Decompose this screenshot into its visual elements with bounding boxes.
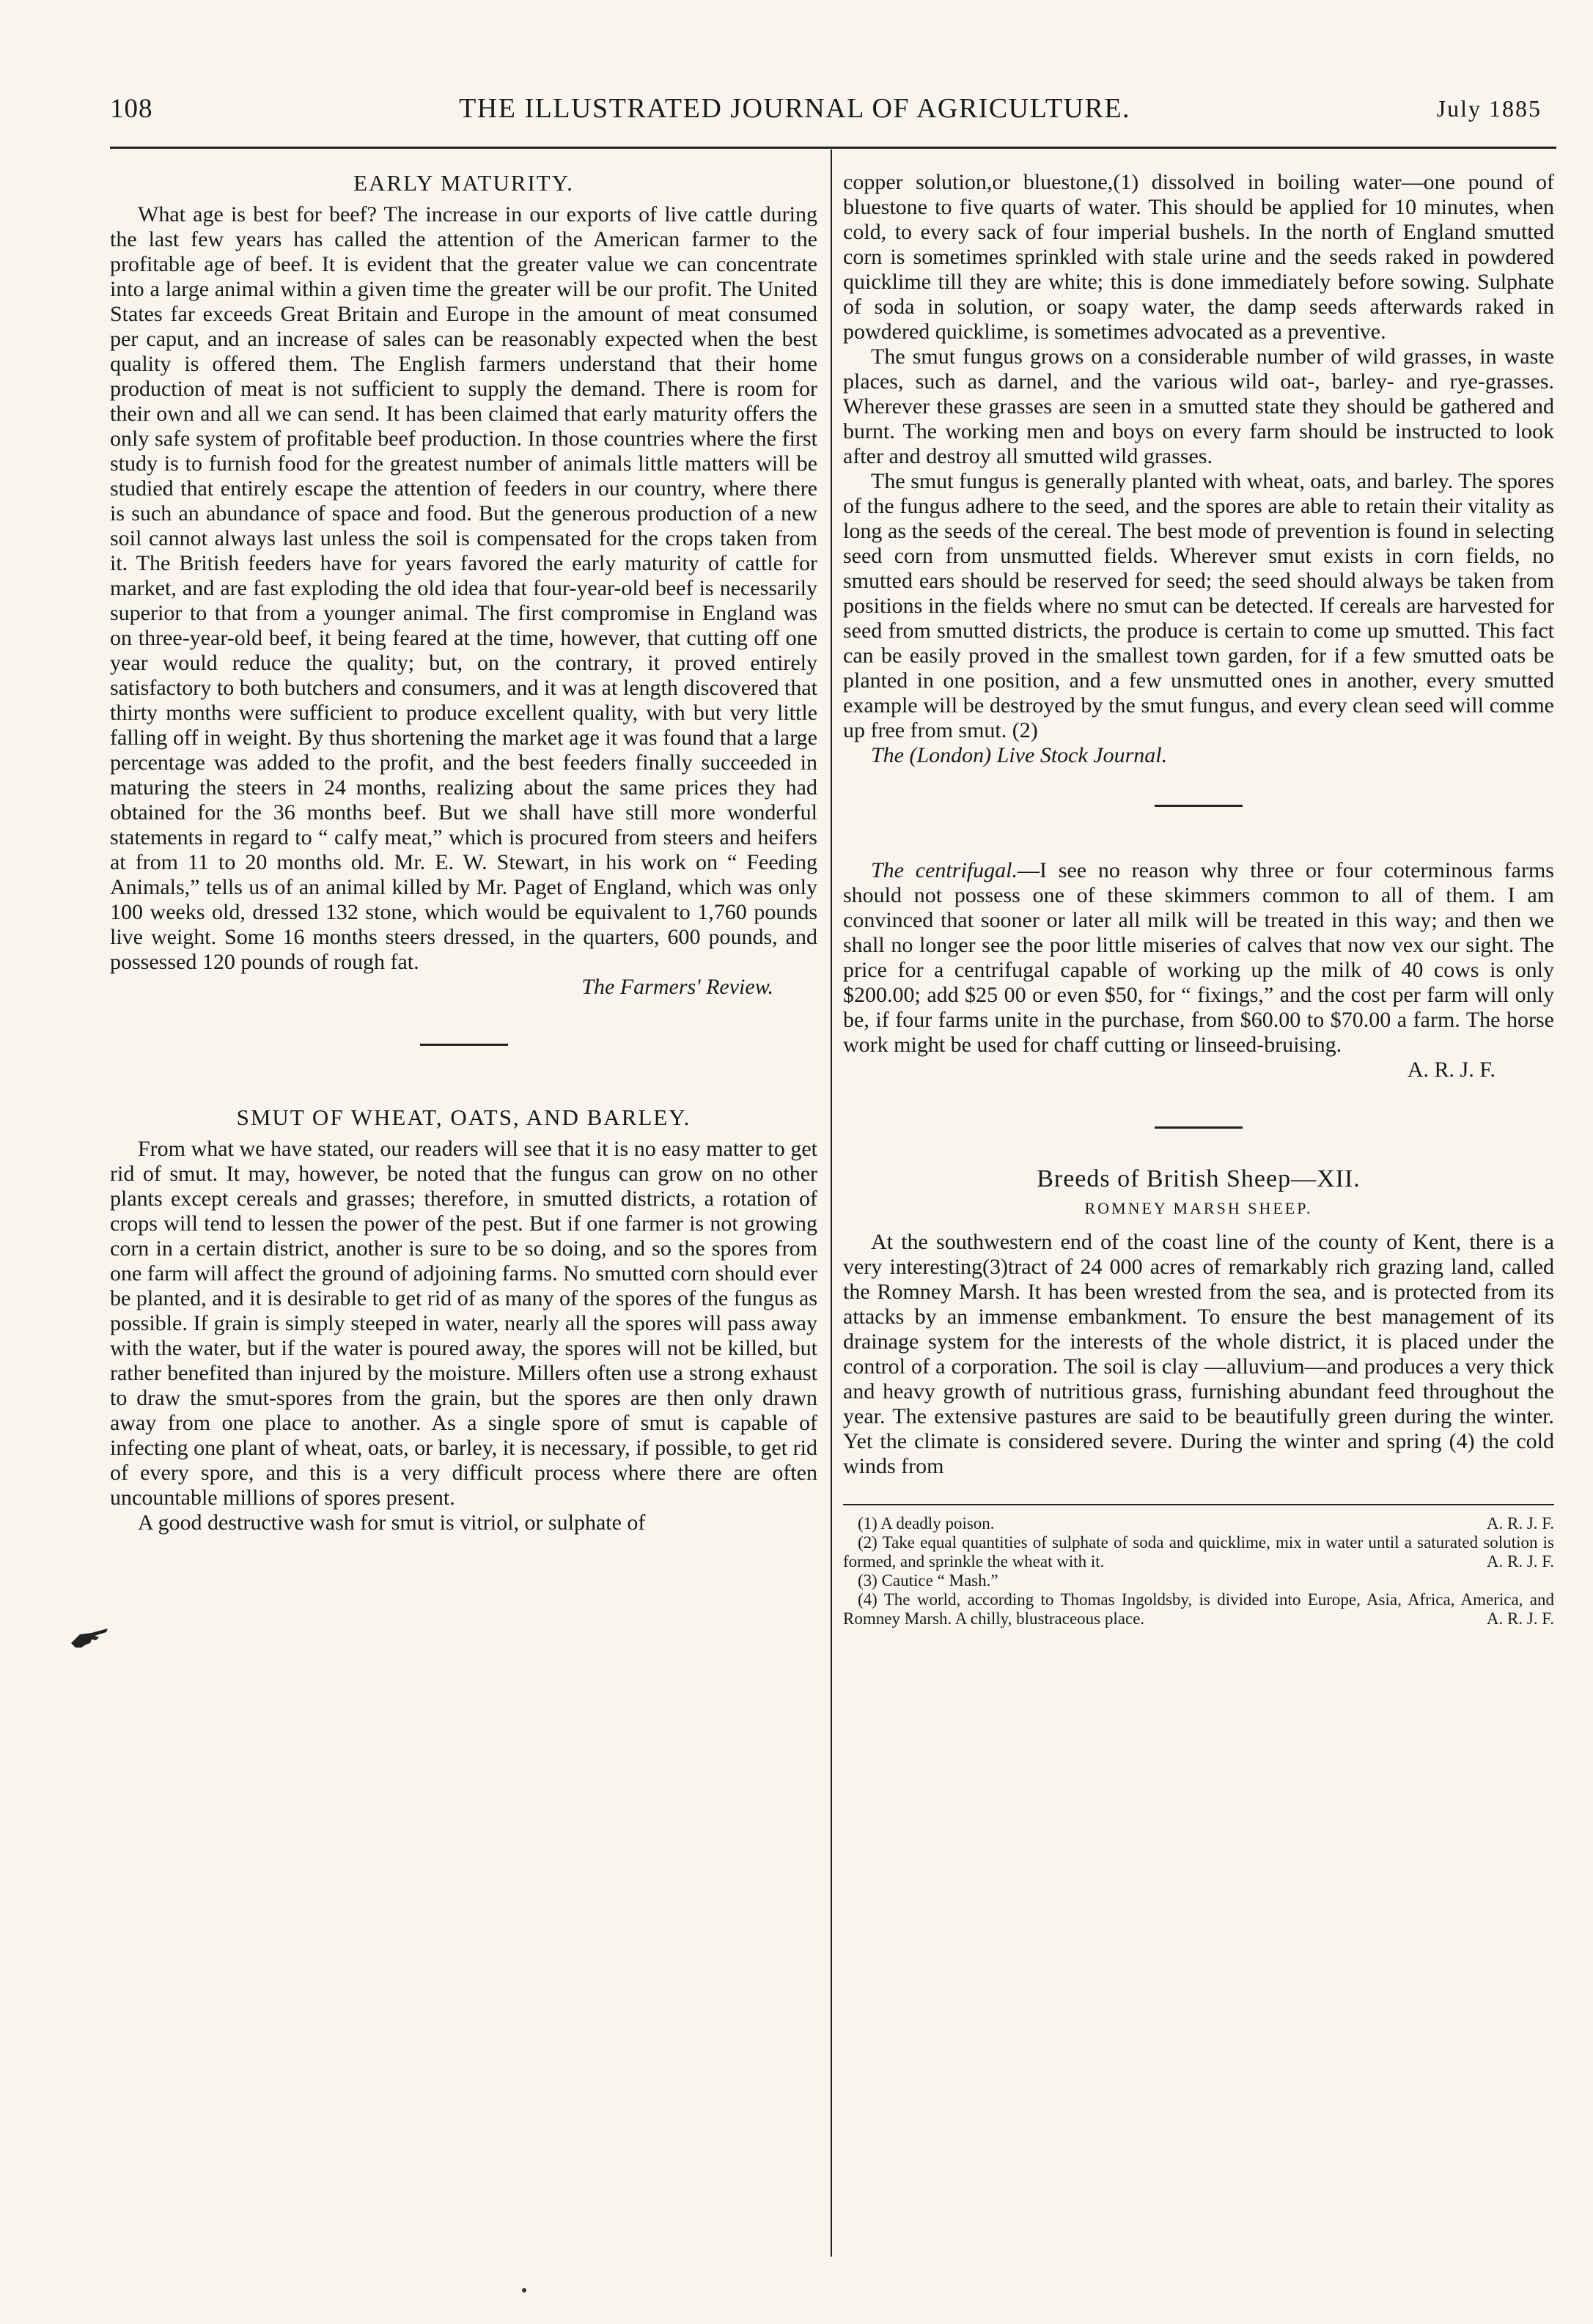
article-subheading-romney: ROMNEY MARSH SHEEP. bbox=[1084, 1199, 1313, 1217]
article-signature-arjf: A. R. J. F. bbox=[1407, 1058, 1495, 1082]
footnote-3: (3) Cautice “ Mash.” bbox=[858, 1571, 998, 1590]
column-divider bbox=[831, 150, 832, 2257]
section-divider bbox=[420, 1044, 508, 1046]
footnote-2: (2) Take equal quantities of sulphate of soda and quicklime, mix in water until a saturated solution is formed, and sprinkle the wheat with it. A. R. J. F. bbox=[843, 1533, 1554, 1571]
article-paragraph-smut-3: The smut fungus grows on a considerable number of wild grasses, in waste places, such as darnel, and the various wild oat-, barley- and rye-grasses. Wherever these grasses are seen in a smutted state they should be gathered and burnt. The working men and boys on every farm should be instructed to look after and destroy all smutted wild grasses. bbox=[843, 344, 1554, 468]
bottom-dot bbox=[522, 2288, 526, 2292]
header-rule bbox=[110, 147, 1556, 149]
article-heading-early-maturity: EARLY MATURITY. bbox=[353, 170, 574, 196]
article-source-farmers-review: The Farmers' Review. bbox=[581, 975, 773, 999]
article-source-row bbox=[110, 975, 817, 1000]
article-signature-row bbox=[843, 1058, 1554, 1082]
article-body-centrifugal bbox=[843, 858, 1554, 1058]
footnote-rule bbox=[843, 1504, 1554, 1505]
issue-date: July 1885 bbox=[1436, 95, 1542, 122]
article-lead-centrifugal: The centrifugal. bbox=[871, 858, 1018, 882]
section-divider bbox=[1155, 1126, 1243, 1129]
section-divider bbox=[1155, 805, 1243, 807]
article-paragraph-smut-1: From what we have stated, our readers will see that it is no easy matter to get rid of smut. It may, however, be noted that the fungus can grow on no other plants except cereals and grasses; therefore, in smutted districts, a rotation of crops will tend to lessen the power of the pest. But if one farmer is not growing corn in a certain district, another is sure to be so doing, and so the spores from one farm will affect the ground of adjoining farms. No smutted corn should ever be planted, and it is desirable to get rid of as many of the spores of the fungus as possible. If grain is simply steeped in water, nearly all the spores will pass away with the water, but if the water is poured away, the spores will not be killed, but rather benefited than injured by the moisture. Millers often use a strong exhaust to draw the smut-spores from the grain, but the spores are then only drawn away from one place to another. As a single spore of smut is capable of infecting one plant of wheat, oats, or barley, it is necessary, if possible, to get rid of every spore, and this is a very difficult process where there are often uncountable millions of spores present. bbox=[110, 1137, 817, 1510]
article-heading-sheep: Breeds of British Sheep—XII. bbox=[1037, 1165, 1361, 1192]
footnote-4: (4) The world, according to Thomas Ingoldsby, is divided into Europe, Asia, Africa, America, and Romney Marsh. A chilly, blustraceous place. A. R. J. F. bbox=[843, 1590, 1554, 1628]
page-number: 108 bbox=[110, 93, 153, 124]
article-body-sheep: At the southwestern end of the coast line of the county of Kent, there is a very interesting(3)tract of 24 000 acres of remarkably rich grazing land, called the Romney Marsh. It has been wrested from the sea, and is protected from its attacks by an immense embankment. To ensure the best management of its drainage system for the interests of the whole district, it is placed under the control of a corporation. The soil is clay —alluvium—and produces a very thick and heavy growth of nutritious grass, furnishing abundant feed throughout the year. The extensive pastures are said to be beautifully green during the winter. Yet the climate is considered severe. During the winter and spring (4) the cold winds from bbox=[843, 1230, 1554, 1478]
page-header bbox=[110, 86, 1542, 130]
pointing-hand-icon bbox=[70, 1621, 111, 1650]
article-source-live-stock-journal: The (London) Live Stock Journal. bbox=[871, 743, 1168, 767]
right-column bbox=[843, 170, 1554, 1628]
article-body-early-maturity: What age is best for beef? The increase in our exports of live cattle during the last few years has called the attention of the American farmer to the profitable age of beef. It is evident that the greater value we can concentrate into a large animal within a given time the greater will be our profit. The United States far exceeds Great Britain and Europe in the amount of meat consumed per caput, and an increase of sales can be reasonably expected when the best quality is offered them. The English farmers understand that their home production of meat is not sufficient to supply the demand. There is room for their own and all we can send. It has been claimed that early maturity offers the only safe system of profitable beef production. In those countries where the first study is to furnish food for the greatest number of animals little matters will be studied that entirely escape the attention of feeders in our country, where there is such an abundance of space and food. But the generous production of a new soil cannot always last unless the soil is compensated for the crops taken from it. The British feeders have for years favored the early maturity of cattle for market, and are fast exploding the old idea that four-year-old beef is necessarily superior to that from a younger animal. The first compromise in England was on three-year-old beef, it being feared at the time, however, that cutting off one year would reduce the quality; but, on the contrary, it proved entirely satisfactory to both butchers and consumers, and it was at length discovered that thirty months were sufficient to produce excellent quality, with but very little falling off in weight. By thus shortening the market age it was found that a large percentage was added to the profit, and the best feeders finally succeeded in maturing the steers in 24 months, realizing about the same prices they had obtained for the 36 months beef. But we shall have still more wonderful statements in regard to “ calfy meat,” which is procured from steers and heifers at from 11 to 20 months old. Mr. E. W. Stewart, in his work on “ Feeding Animals,” tells us of an animal killed by Mr. Paget of England, which was only 100 weeks old, dressed 132 stone, which would be equivalent to 1,760 pounds live weight. Some 16 months steers dressed, in the quarters, 600 pounds, and possessed 120 pounds of rough fat. bbox=[110, 202, 817, 974]
article-paragraph-smut-4: The smut fungus is generally planted with wheat, oats, and barley. The spores of the fungus adhere to the seed, and the spores are able to retain their vitality as long as the seeds of the cereal. The best mode of prevention is found in selecting seed corn from unsmutted fields. Wherever smut exists in corn fields, no smutted ears should be reserved for seed; the seed should always be taken from positions in the fields where no smut can be detected. If cereals are harvested for seed from smutted districts, the produce is certain to come up smutted. This fact can be easily proved in the smallest town garden, for if a few smutted oats be planted in one position, and a few unsmutted ones in another, every smutted example will be destroyed by the smut fungus, and every clean seed will comme up free from smut. (2) bbox=[843, 469, 1554, 742]
article-paragraph-smut-2-cont: copper solution,or bluestone,(1) dissolved in boiling water—one pound of bluestone to five quarts of water. This should be applied for 10 minutes, when cold, to every sack of four imperial bushels. In the north of England smutted corn is sometimes sprinkled with stale urine and the seeds raked in powdered quicklime till they are white; this is done immediately before sowing. Sulphate of soda in solution, or soapy water, the damp seeds afterwards raked in powdered quicklime, is sometimes advocated as a preventive. bbox=[843, 170, 1554, 344]
left-column bbox=[110, 170, 817, 1535]
article-text-centrifugal: —I see no reason why three or four coterminous farms should not possess one of these skimmers common to all of them. I am convinced that sooner or later all milk will be treated in this way; and then we shall no longer see the poor little miseries of calves that now vex our sight. The price for a centrifugal capable of working up the milk of 40 cows is only $200.00; add $25 00 or even $50, for “ fixings,” and the cost per farm will only be, if four farms unite in the purchase, from $60.00 to $70.00 a farm. The horse work might be used for chaff cutting or linseed-bruising. bbox=[843, 858, 1554, 1057]
article-paragraph-smut-2-start: A good destructive wash for smut is vitriol, or sulphate of bbox=[138, 1510, 646, 1535]
article-heading-smut: SMUT OF WHEAT, OATS, AND BARLEY. bbox=[236, 1104, 691, 1130]
journal-title: THE ILLUSTRATED JOURNAL OF AGRICULTURE. bbox=[459, 93, 1131, 124]
footnote-1: (1) A deadly poison. A. R. J. F. bbox=[858, 1514, 1554, 1532]
